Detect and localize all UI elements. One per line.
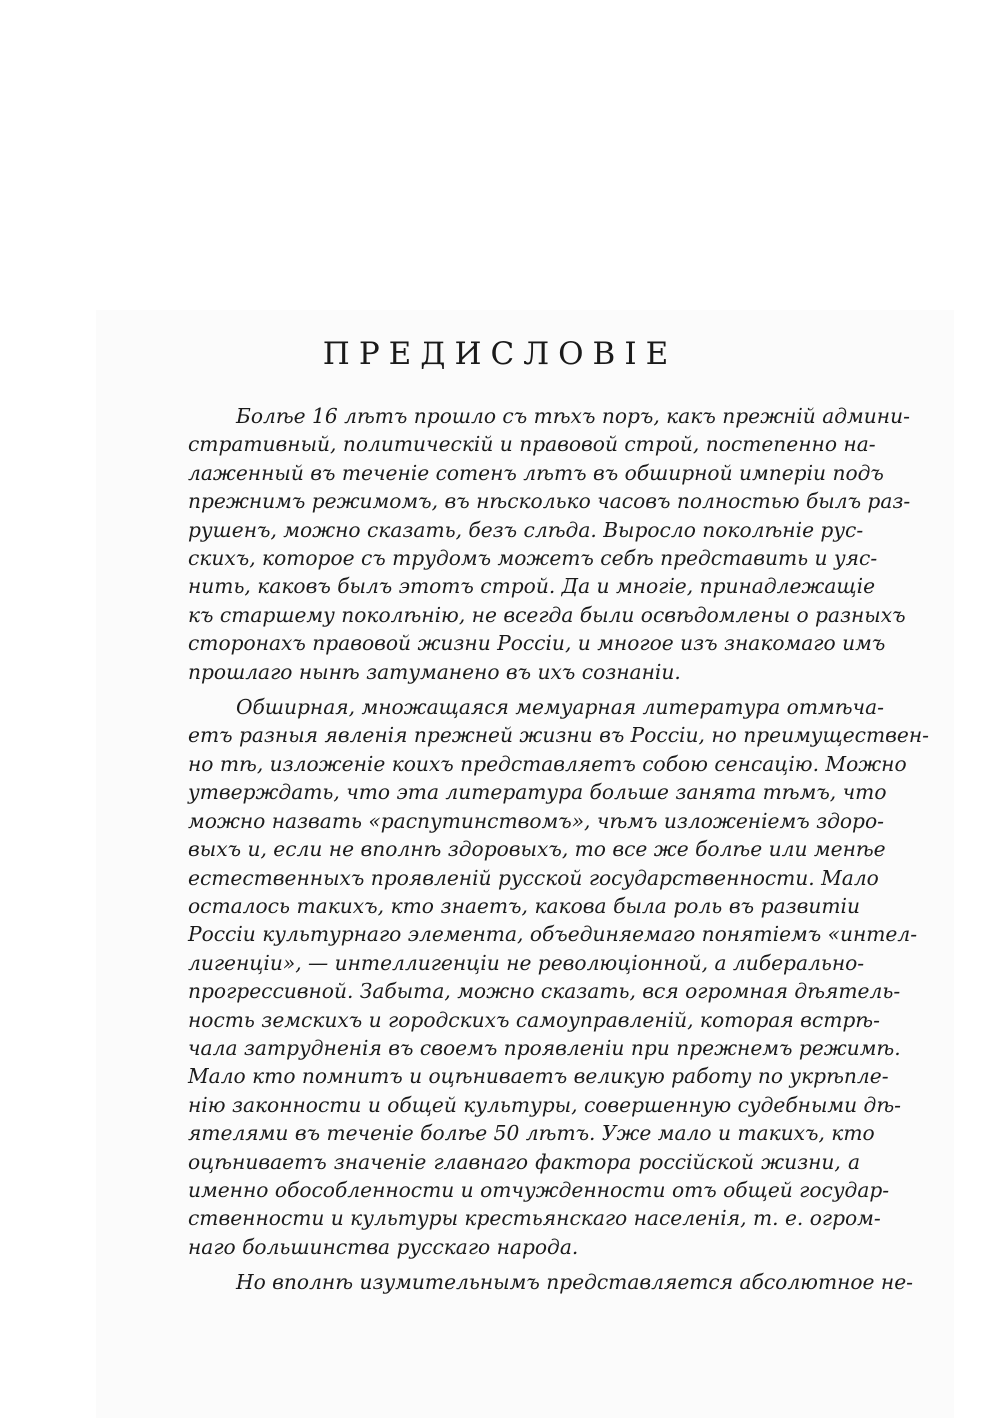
text-line: скихъ, которое съ трудомъ можетъ себѣ представить и уяс- [188, 546, 878, 571]
text-line: прогрессивной. Забыта, можно сказать, вся огромная дѣятель- [188, 979, 901, 1004]
text-line: етъ разныя явленiя прежней жизни въ Россiи, но преимуществен- [188, 723, 929, 748]
text-line: ственности и культуры крестьянскаго населенiя, т. е. огром- [188, 1206, 881, 1231]
text-line: Обширная, множащаяся мемуарная литература отмѣча- [236, 695, 884, 720]
text-line: ность земскихъ и городскихъ самоуправленiй, которая встрѣ- [188, 1007, 880, 1032]
text-line: утверждать, что эта литература больше занята тѣмъ, что [188, 780, 887, 805]
text-line: естественныхъ проявленiй русской государственности. Мало [188, 865, 879, 890]
text-line: Но вполнѣ изумительнымъ представляется абсолютное не- [236, 1270, 913, 1295]
text-line: чала затрудненiя въ своемъ проявленiи при прежнемъ режимѣ. [188, 1035, 901, 1060]
text-line: прошлаго нынѣ затуманено въ ихъ сознанiи. [188, 659, 681, 684]
text-line: Болѣе 16 лѣтъ прошло съ тѣхъ поръ, какъ прежнiй админи- [236, 404, 910, 428]
text-line: сторонахъ правовой жизни Россiи, и многое изъ знакомаго имъ [188, 631, 886, 656]
text-line: ятелями въ теченiе болѣе 50 лѣтъ. Уже мало и такихъ, кто [188, 1121, 875, 1146]
text-line: можно назвать «распутинствомъ», чѣмъ изложенiемъ здоро- [188, 808, 884, 833]
text-line: лигенцiи», — интеллигенцiи не революцiонной, а либерально- [188, 950, 865, 975]
text-line: но тѣ, изложенiе коихъ представляетъ собою сенсацiю. Можно [188, 751, 907, 776]
text-line: лаженный въ теченiе сотенъ лѣтъ въ обширной имперiи подъ [188, 460, 884, 485]
text-line: Мало кто помнитъ и оцѣниваетъ великую работу по укрѣпле- [188, 1064, 889, 1089]
text-line: выхъ и, если не вполнѣ здоровыхъ, то все же болѣе или менѣе [188, 837, 886, 862]
preface-text [188, 402, 929, 1297]
text-line: осталось такихъ, кто знаетъ, какова была роль въ развитiи [188, 893, 860, 918]
text-line: нить, каковъ былъ этотъ строй. Да и многiе, принадлежащiе [188, 574, 876, 599]
text-line: оцѣниваетъ значенiе главнаго фактора россiйской жизни, а [188, 1149, 860, 1174]
text-line: именно обособленности и отчужденности отъ общей государ- [188, 1177, 890, 1202]
text-line: рушенъ, можно сказать, безъ слѣда. Выросло поколѣнiе рус- [188, 517, 864, 542]
text-line: наго большинства русскаго народа. [188, 1234, 579, 1259]
page-title: ПРЕДИСЛОВIЕ [322, 336, 678, 372]
text-line: Россiи культурнаго элемента, объединяемаго понятiемъ «интел- [188, 922, 918, 947]
text-line: прежнимъ режимомъ, въ нѣсколько часовъ полностью былъ раз- [188, 489, 911, 514]
text-line: нiю законности и общей культуры, совершенную судебными дѣ- [188, 1092, 901, 1117]
text-line: къ старшему поколѣнiю, не всегда были освѣдомлены о разныхъ [188, 602, 906, 627]
text-line: стративный, политическiй и правовой строй, постепенно на- [188, 432, 876, 457]
